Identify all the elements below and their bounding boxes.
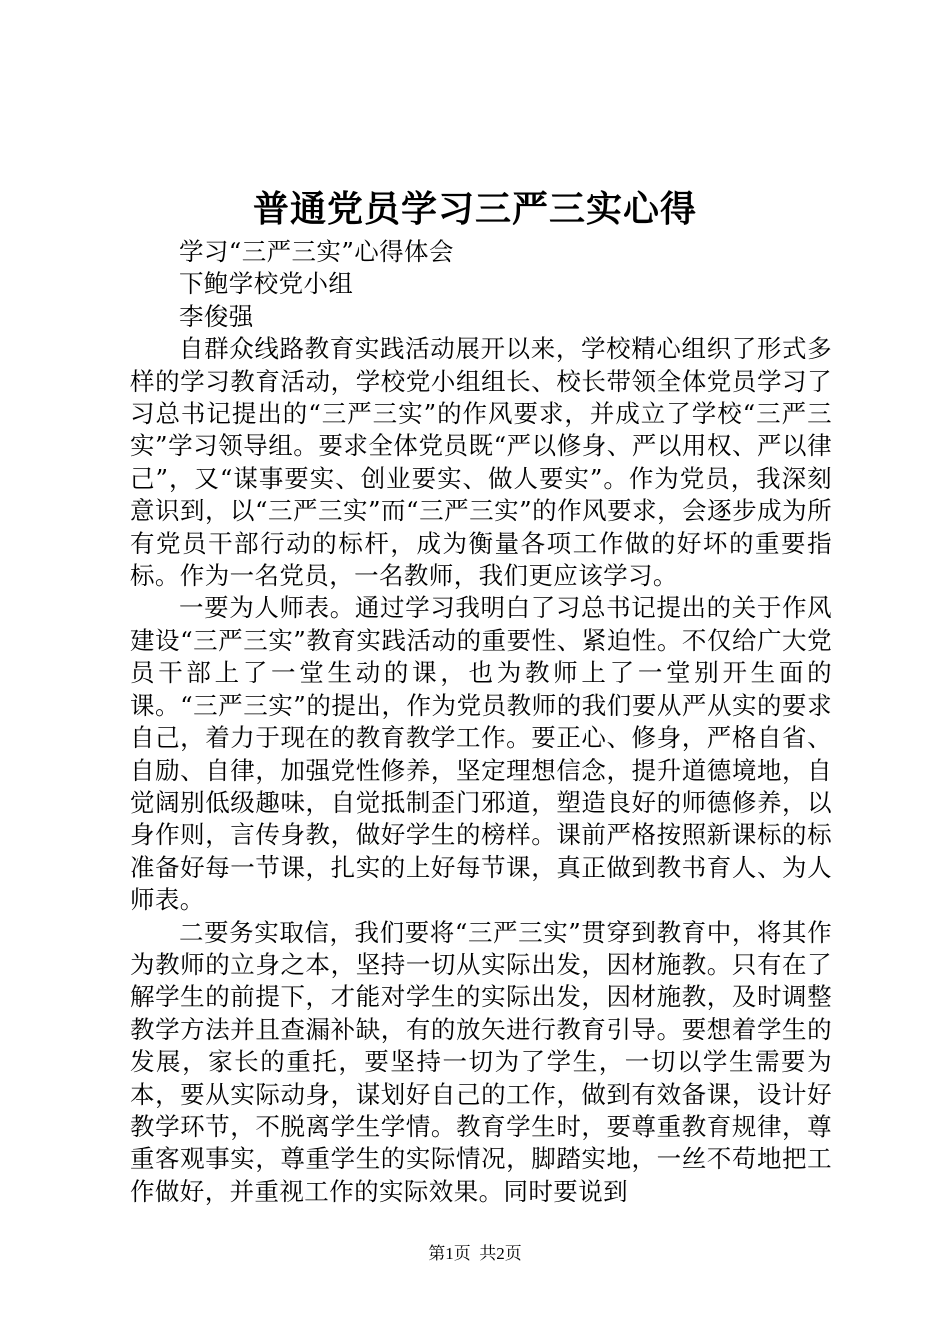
current-page-number: 第1页 — [428, 1244, 471, 1263]
document-subtitle: 学习“三严三实”心得体会 — [179, 237, 454, 266]
document-author: 李俊强 — [179, 301, 254, 331]
body-paragraph: 一要为人师表。通过学习我明白了习总书记提出的关于作风建设“三严三实”教育实践活动的重要性、紧迫性。不仅给广大党员干部上了一堂生动的课，也为教师上了一堂别开生面的课。“三严三实”的提出，作为党员教师的我们要从严从实的要求自己，着力于现在的教育教学工作。要正心、修身，严格自省、自励、自律，加强党性修养，坚定理想信念，提升道德境地，自觉阔别低级趣味，自觉抵制歪门邪道，塑造良好的师德修养，以身作则，言传身教，做好学生的榜样。课前严格按照新课标的标准备好每一节课，扎实的上好每节课，真正做到教书育人、为人师表。 — [130, 593, 832, 915]
document-organization: 下鲍学校党小组 — [179, 269, 354, 299]
body-paragraph: 二要务实取信，我们要将“三严三实”贯穿到教育中，将其作为教师的立身之本，坚持一切从实际出发，因材施教。只有在了解学生的前提下，才能对学生的实际出发，因材施教，及时调整教学方法并且查漏补缺，有的放矢进行教育引导。要想着学生的发展，家长的重托，要坚持一切为了学生，一切以学生需要为本，要从实际动身，谋划好自己的工作，做到有效备课，设计好教学环节，不脱离学生学情。教育学生时，要尊重教育规律，尊重客观事实，尊重学生的实际情况，脚踏实地，一丝不苟地把工作做好，并重视工作的实际效果。同时要说到 — [130, 917, 832, 1206]
total-page-count: 共2页 — [479, 1244, 522, 1263]
page-footer — [0, 1242, 950, 1266]
body-paragraph: 自群众线路教育实践活动展开以来，学校精心组织了形式多样的学习教育活动，学校党小组组长、校长带领全体党员学习了习总书记提出的“三严三实”的作风要求，并成立了学校“三严三实”学习领导组。要求全体党员既“严以修身、严以用权、严以律己”，又“谋事要实、创业要实、做人要实”。作为党员，我深刻意识到，以“三严三实”而“三严三实”的作风要求，会逐步成为所有党员干部行动的标杆，成为衡量各项工作做的好坏的重要指标。作为一名党员，一名教师，我们更应该学习。 — [130, 334, 832, 591]
document-title: 普通党员学习三严三实心得 — [252, 188, 697, 230]
document-body — [130, 236, 832, 1208]
